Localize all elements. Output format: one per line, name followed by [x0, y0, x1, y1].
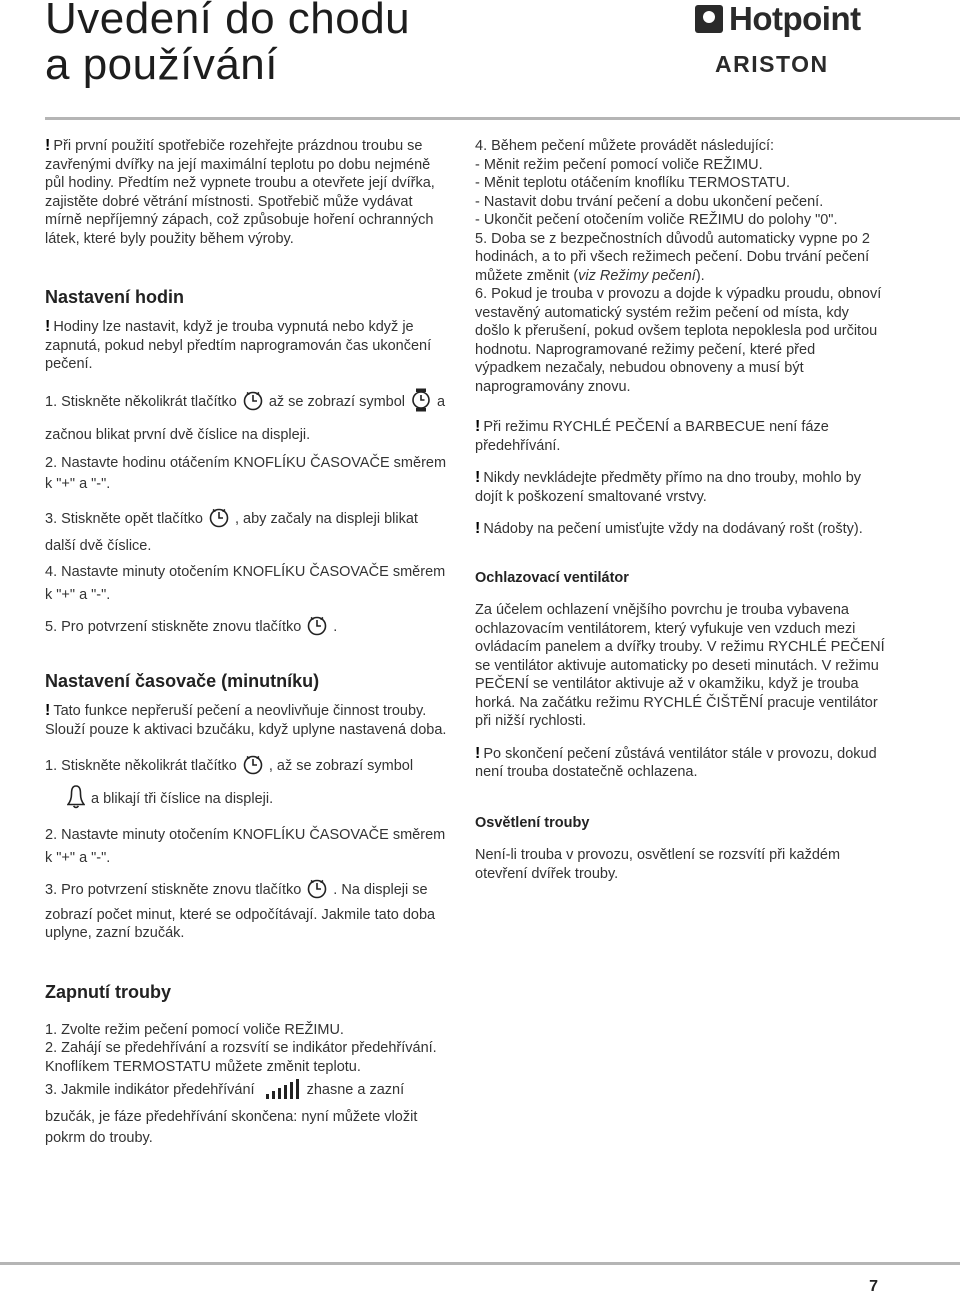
clock-icon: [307, 878, 327, 906]
hotpoint-mark-icon: [695, 5, 723, 33]
brand-logo: [695, 0, 885, 80]
header-divider: [45, 117, 960, 120]
intro-warning: ! Při první použití spotřebiče rozehřejte prázdnou troubu se zavřenými dvířky na její maximální teplotu po dobu nejméně půl hodiny. Předtím než vypnete troubu a otevřete její dvířka, zajistěte dobré větrání místnosti. Spotřebič může vydávat mírně nepříjemný zápach, což způsobuje hoření ochranných látek, které byly použity během výroby.: [45, 137, 435, 247]
warning-icon: !: [45, 137, 51, 154]
cooling-fan-note: ! Po skončení pečení zůstává ventilátor stále v provozu, dokud není trouba dostatečně ochlazena.: [475, 744, 877, 780]
step-4: 4. Během pečení můžete provádět následující:: [475, 138, 775, 154]
brand-sub: ARISTON: [715, 51, 829, 77]
clock-icon: [243, 390, 263, 422]
timer-heading: Nastavení časovače (minutníku): [45, 671, 320, 691]
warning-icon: !: [45, 702, 51, 719]
warning-icon: !: [45, 318, 51, 335]
clock-symbol-icon: [411, 388, 431, 422]
cooling-fan-text: Za účelem ochlazení vnějšího povrchu je trouba vybavena ochlazovacím ventilátorem, který vyfukuje ven vzduch mezi ovládacím panelem a dvířky trouby. V režimu RYCHLÉ PEČENÍ se ventilátor aktivuje automaticky po deseti minutách. V režimu PEČENÍ se ventilátor aktivuje až v okamžiku, když je trouba horká. Na začátku režimu RYCHLÉ ČIŠTĚNÍ pracuje ventilátor při nižší rychlosti.: [475, 602, 885, 729]
preheat-indicator-icon: [265, 1078, 301, 1107]
warning-icon: !: [475, 520, 481, 537]
clock-step-5: 5. Pro potvrzení stiskněte znovu tlačítko .: [45, 615, 450, 643]
warning-icon: !: [475, 469, 481, 486]
clock-heading: Nastavení hodin: [45, 287, 185, 307]
timer-step-1: 1. Stiskněte několikrát tlačítko , až se zobrazí symbola blikají tři číslice na displeji.: [45, 753, 450, 818]
clock-icon: [307, 615, 327, 643]
step-4-item-d: - Ukončit pečení otočením voliče REŽIMU do polohy "0".: [475, 212, 838, 228]
timer-note: ! Tato funkce nepřeruší pečení a neovlivňuje činnost trouby. Slouží pouze k aktivaci bzučáku, když uplyne nastavená doba.: [45, 702, 447, 738]
warning-fast-cooking: ! Při režimu RYCHLÉ PEČENÍ a BARBECUE není fáze předehřívání.: [475, 418, 829, 454]
brand-name: Hotpoint: [729, 0, 861, 37]
clock-icon: [243, 754, 263, 785]
timer-step-2: 2. Nastavte minuty otočením KNOFLÍKU ČASOVAČE směrem k "+" a "-".: [45, 827, 446, 866]
clock-step-2: 2. Nastavte hodinu otáčením KNOFLÍKU ČASOVAČE směrem k "+" a "-".: [45, 454, 447, 492]
title-line-1: Uvedení do chodu: [45, 0, 411, 43]
clock-step-4: 4. Nastavte minuty otočením KNOFLÍKU ČASOVAČE směrem k "+" a "-".: [45, 563, 446, 603]
title-line-2: a používání: [45, 40, 278, 89]
clock-step-1: 1. Stiskněte několikrát tlačítko až se zobrazí symbol a začnou blikat první dvě číslice na displeji.: [45, 388, 450, 449]
oven-on-step-1: 1. Zvolte režim pečení pomocí voliče REŽIMU.: [45, 1021, 344, 1038]
timer-step-3: 3. Pro potvrzení stiskněte znovu tlačítko . Na displeji se zobrazí počet minut, které se odpočítávají. Jakmile tato doba uplyne, zazní bzučák.: [45, 878, 450, 943]
clock-icon: [209, 507, 229, 536]
oven-on-step-2: 2. Zahájí se předehřívání a rozsvítí se indikátor předehřívání.: [45, 1040, 437, 1056]
step-4-item-a: - Měnit režim pečení pomocí voliče REŽIMU.: [475, 156, 763, 173]
page-title: [45, 0, 410, 88]
warning-oven-floor: ! Nikdy nevkládejte předměty přímo na dno trouby, mohlo by dojít k poškození smaltované vrstvy.: [475, 469, 862, 505]
oven-on-step-3: 3. Jakmile indikátor předehřívání zhasne a zazní bzučák, je fáze předehřívání skončena: nyní můžete vložit pokrm do trouby.: [45, 1078, 450, 1149]
warning-icon: !: [475, 418, 481, 435]
right-column: [475, 137, 885, 883]
left-column: [45, 137, 450, 1149]
footer-divider: [0, 1262, 960, 1265]
step-4-item-c: - Nastavit dobu trvání pečení a dobu ukončení pečení.: [475, 193, 824, 210]
oven-on-heading: Zapnutí trouby: [45, 981, 171, 1002]
step-4-item-b: - Měnit teplotu otáčením knoflíku TERMOSTATU.: [475, 175, 791, 191]
step-6: 6. Pokud je trouba v provozu a dojde k výpadku proudu, obnoví vestavěný automatický systém režim pečení od místa, kdy došlo k přerušení, pokud ovšem teplota nepoklesla pod určitou hodnotu. Naprogramované režimy pečení, které před výpadkem nezačaly, nebudou obnoveny a musí být naprogramovány znovu.: [475, 286, 882, 395]
oven-light-text: Není-li trouba v provozu, osvětlení se rozsvítí při každém otevření dvířek trouby.: [475, 847, 841, 882]
clock-step-3: 3. Stiskněte opět tlačítko , aby začaly na displeji blikat další dvě číslice.: [45, 507, 450, 557]
warning-rack: ! Nádoby na pečení umisťujte vždy na dodávaný rošt (rošty).: [475, 520, 863, 537]
oven-light-heading: Osvětlení trouby: [475, 814, 590, 831]
bell-icon: [67, 785, 85, 818]
page-number: 7: [869, 1278, 878, 1295]
step-5: 5. Doba se z bezpečnostních důvodů automaticky vypne po 2 hodinách, a to při všech režimech pečení. Dobu trvání pečení můžete změnit (viz Režimy pečení).: [475, 230, 870, 284]
warning-icon: !: [475, 744, 481, 762]
oven-on-step-2b: Knoflíkem TERMOSTATU můžete změnit teplotu.: [45, 1058, 361, 1075]
cooling-fan-heading: Ochlazovací ventilátor: [475, 569, 629, 586]
clock-note: ! Hodiny lze nastavit, když je trouba vypnutá nebo když je zapnutá, pokud nebyl předtím naprogramován čas ukončení pečení.: [45, 318, 432, 372]
